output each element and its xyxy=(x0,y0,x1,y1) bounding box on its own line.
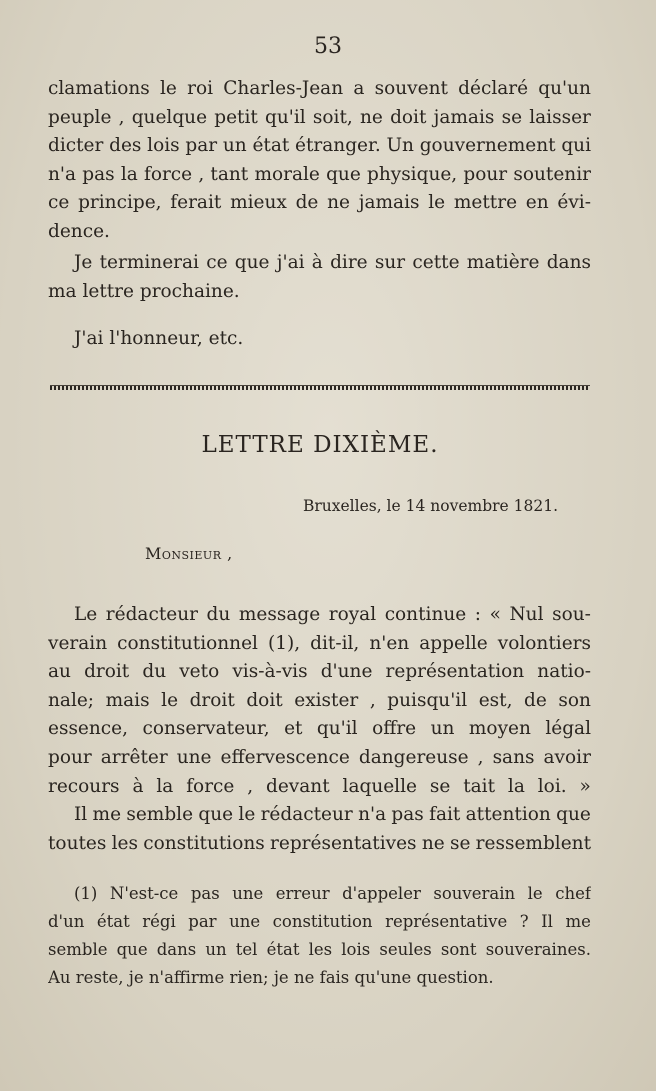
text-line: dicter des lois par un état étranger. Un gouvernement qui xyxy=(48,135,591,157)
text-line: ce principe, ferait mieux de ne jamais le mettre en évi- xyxy=(48,192,591,214)
text-line: Il me semble que le rédacteur n'a pas fait attention que xyxy=(74,804,591,826)
footnote-line: Au reste, je n'affirme rien; je ne fais qu'une question. xyxy=(48,968,494,987)
dateline: Bruxelles, le 14 novembre 1821. xyxy=(302,497,558,515)
footnote-line: (1) N'est-ce pas une erreur d'appeler souverain le chef xyxy=(74,884,591,903)
footnote-line: d'un état régi par une constitution représentative ? Il me xyxy=(48,912,591,931)
text-line: nale; mais le droit doit exister , puisqu'il est, de son xyxy=(48,689,591,711)
text-line: ma lettre prochaine. xyxy=(48,280,240,302)
text-line: n'a pas la force , tant morale que physique, pour soutenir xyxy=(48,163,591,185)
text-line: Je terminerai ce que j'ai à dire sur cette matière dans xyxy=(74,252,591,273)
text-line: toutes les constitutions représentatives ne se ressemblent xyxy=(48,832,591,854)
footnote-line: semble que dans un tel état les lois seules sont souveraines. xyxy=(48,940,591,959)
text-line: peuple , quelque petit qu'il soit, ne doit jamais se laisser xyxy=(48,106,591,128)
salutation: Monsieur , xyxy=(145,544,233,563)
text-line: Le rédacteur du message royal continue : « Nul sou- xyxy=(74,604,591,625)
letter-heading: LETTRE DIXIÈME. xyxy=(201,432,439,458)
page-number: 53 xyxy=(314,34,342,59)
text-line: verain constitutionnel (1), dit-il, n'en appelle volontiers xyxy=(48,632,591,654)
text-line: clamations le roi Charles-Jean a souvent déclaré qu'un xyxy=(48,78,591,99)
text-line: dence. xyxy=(48,220,110,242)
closing-formula: J'ai l'honneur, etc. xyxy=(74,328,244,349)
paragraph-3 xyxy=(48,601,591,858)
text-line: pour arrêter une effervescence dangereuse , sans avoir xyxy=(48,746,591,768)
paragraph-2 xyxy=(48,249,591,306)
footnote xyxy=(48,880,591,992)
ornamental-rule xyxy=(50,385,590,390)
text-line: au droit du veto vis-à-vis d'une représentation natio- xyxy=(48,661,591,683)
paragraph-1 xyxy=(48,75,591,247)
text-line: essence, conservateur, et qu'il offre un moyen légal xyxy=(48,718,591,740)
text-line: recours à la force , devant laquelle se tait la loi. » xyxy=(48,775,591,797)
